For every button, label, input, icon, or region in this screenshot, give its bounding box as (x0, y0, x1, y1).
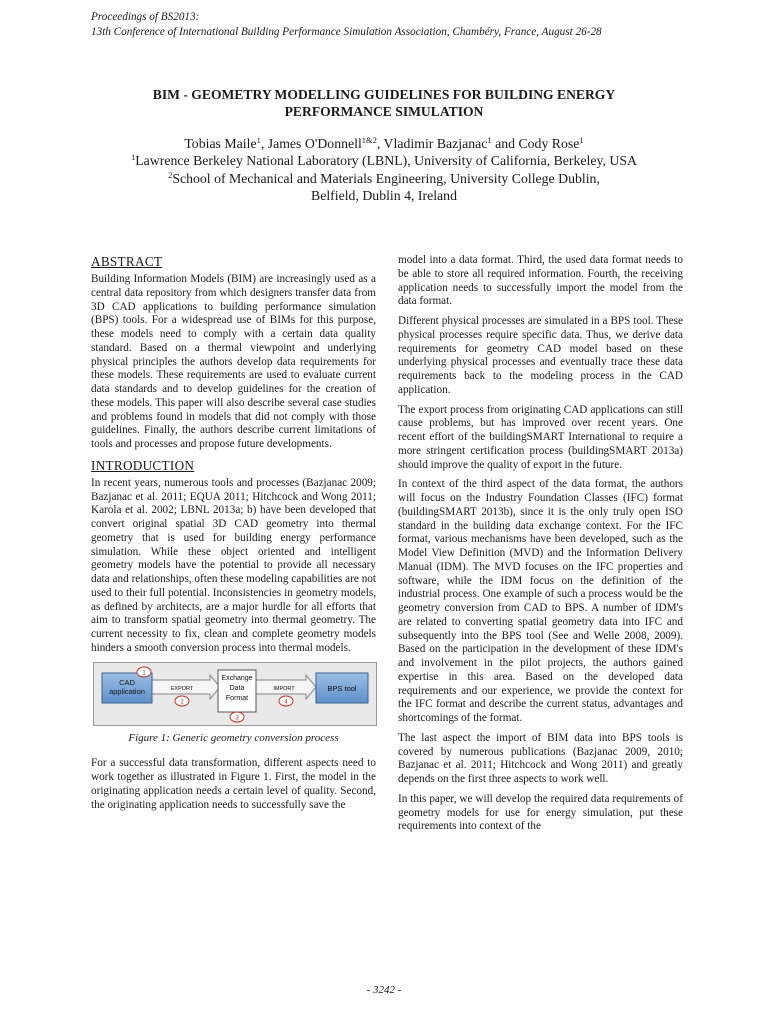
right-paragraph-4: In context of the third aspect of the data format, the authors will focus on the Industry Foundation Classes (IFC) format (buildingSMART 2013b), since it is the only truly open ISO standard in the building data exchange context. For the IFC format, various mechanisms have been developed, such as the Model View Definition (MVD) and the Information Delivery Manual (IDM). The MVD focuses on the IFC properties and software, while the IDM focus on the definition of the industrial process. One example of such a process would be the geometry conversion from CAD to BPS. A number of IDM's are related to converting spatial geometry data into IFC and subsequently into the BPS tool (See and Welle 2008, 2009). Based on the participation in the development of these IDM's and involvement in the pilot projects, the authors gained expertise in this area. Based on the developed data requirements and our experience, we provide the context for the IFC format and describe the current status, advantages and shortcomings of the format. (398, 478, 683, 724)
bps-tool-label: BPS tool (327, 683, 357, 693)
proceedings-line-1: Proceedings of BS2013: (91, 11, 200, 23)
affiliation-text: School of Mechanical and Materials Engineering, University College Dublin, (172, 170, 600, 186)
step-4-number: 4 (284, 699, 288, 705)
proceedings-line-2: 13th Conference of International Building Performance Simulation Association, Chambéry, France, August 26-28 (91, 26, 602, 38)
right-paragraph-6: In this paper, we will develop the required data requirements of geometry models for use for energy simulation, put these requirements into context of the (398, 792, 683, 833)
author-name: , James O'Donnell (260, 136, 362, 151)
right-paragraph-1: model into a data format. Third, the used data format needs to be able to store all required information. Fourth, the receiving application needs to successfully import the model from the data format. (398, 254, 683, 308)
right-paragraph-2: Different physical processes are simulated in a BPS tool. These physical processes require specific data. Thus, we derive data requirements for geometry CAD model based on these underlying physical processes and eventually trace these data requirements back to the modeling process in the CAD application. (398, 315, 683, 396)
affiliation-marker: 1&2 (361, 135, 377, 145)
step-1-number: 1 (142, 670, 146, 676)
author-name: , Vladimir Bazjanac (376, 136, 488, 151)
right-paragraph-5: The last aspect the import of BIM data into BPS tools is covered by numerous publications (Bazjanac 2009, 2010; Bazjanac et al. 2011; Hitchcock and Wong 2011) and greatly depends on the first three aspects to work well. (398, 731, 683, 785)
right-paragraph-3: The export process from originating CAD applications can still cause problems, but has improved over recent years. One recent effort of the buildingSMART International to require a more stringent certification process (buildingSMART 2013a) should improve the quality of export in the future. (398, 403, 683, 471)
proceedings-header (91, 10, 691, 40)
figure-1-diagram (93, 662, 377, 726)
introduction-heading: INTRODUCTION (91, 457, 195, 473)
author-names (84, 135, 684, 152)
affiliation-marker: 1 (579, 135, 584, 145)
affiliation-2 (84, 170, 684, 187)
right-column (398, 254, 683, 840)
import-label: IMPORT (273, 685, 295, 692)
title-line-1: BIM - GEOMETRY MODELLING GUIDELINES FOR BUILDING ENERGY (152, 87, 616, 102)
export-label: EXPORT (170, 685, 194, 692)
left-column (91, 254, 376, 818)
affiliation-text: Lawrence Berkeley National Laboratory (LBNL), University of California, Berkeley, USA (135, 153, 637, 169)
affiliation-marker: 2 (168, 169, 173, 180)
intro-paragraph-2: For a successful data transformation, different aspects need to work together as illustrated in Figure 1. First, the model in the originating application needs a certain level of quality. Second, the originating application needs to successfully save the (91, 757, 376, 811)
author-name: Tobias Maile (184, 136, 257, 151)
figure-1-caption: Figure 1: Generic geometry conversion process (128, 731, 339, 744)
page-number: - 3242 - (366, 984, 402, 996)
author-name: and Cody Rose (491, 136, 580, 151)
affiliation-marker: 1 (130, 152, 136, 163)
paper-title (84, 86, 684, 120)
abstract-heading: ABSTRACT (91, 254, 163, 269)
cad-label-1: CAD (119, 677, 135, 687)
affiliation-marker: 1 (487, 135, 492, 145)
step-3-number: 3 (235, 715, 239, 721)
intro-paragraph-1: In recent years, numerous tools and processes (Bazjanac 2009; Bazjanac et al. 2011; EQUA 2011; Hitchcock and Wong 2011; Karola et al. 2002; LBNL 2013a; b) have been developed that convert original spatial 3D CAD geometry into thermal geometry that is used for building energy performance simulation. While these object oriented and intelligent geometry models have the potential to provide all necessary data and relationships, often these modeling capabilities are not used to their full potential. Inconsistencies in geometry models, as defined by architects, are a major hurdle for all efforts that aim to transform spatial geometry into thermal geometry. The current necessity to fix, clean and complete geometry models hinders a smooth conversion process into thermal models. (91, 476, 376, 654)
title-line-2: PERFORMANCE SIMULATION (284, 104, 484, 119)
affiliation-marker: 1 (256, 135, 261, 145)
exchange-label-1: Exchange (221, 674, 253, 682)
cad-label-2: application (109, 686, 145, 696)
affiliation-1 (84, 152, 684, 169)
step-2-number: 2 (180, 699, 184, 705)
exchange-label-3: Format (225, 694, 249, 702)
author-block (84, 135, 684, 205)
affiliation-2-address: Belfield, Dublin 4, Ireland (311, 188, 457, 204)
abstract-paragraph: Building Information Models (BIM) are increasingly used as a central data repository from which designers transfer data from 3D CAD applications to building performance simulation (BPS) tools. For a widespread use of BIMs for this purpose, these models need to comply with a certain data quality standard. Based on a thermal viewpoint and underlying physical principles the authors develop data requirements for these models. These requirements are used to evaluate current data standards and to develop guidelines for the creation of these models. This paper will also describe several case studies and problems found in models that did not comply with those guidelines. Finally, the authors describe current limitations of tools and processes and propose future developments. (91, 273, 376, 450)
exchange-label-2: Data (229, 684, 245, 692)
